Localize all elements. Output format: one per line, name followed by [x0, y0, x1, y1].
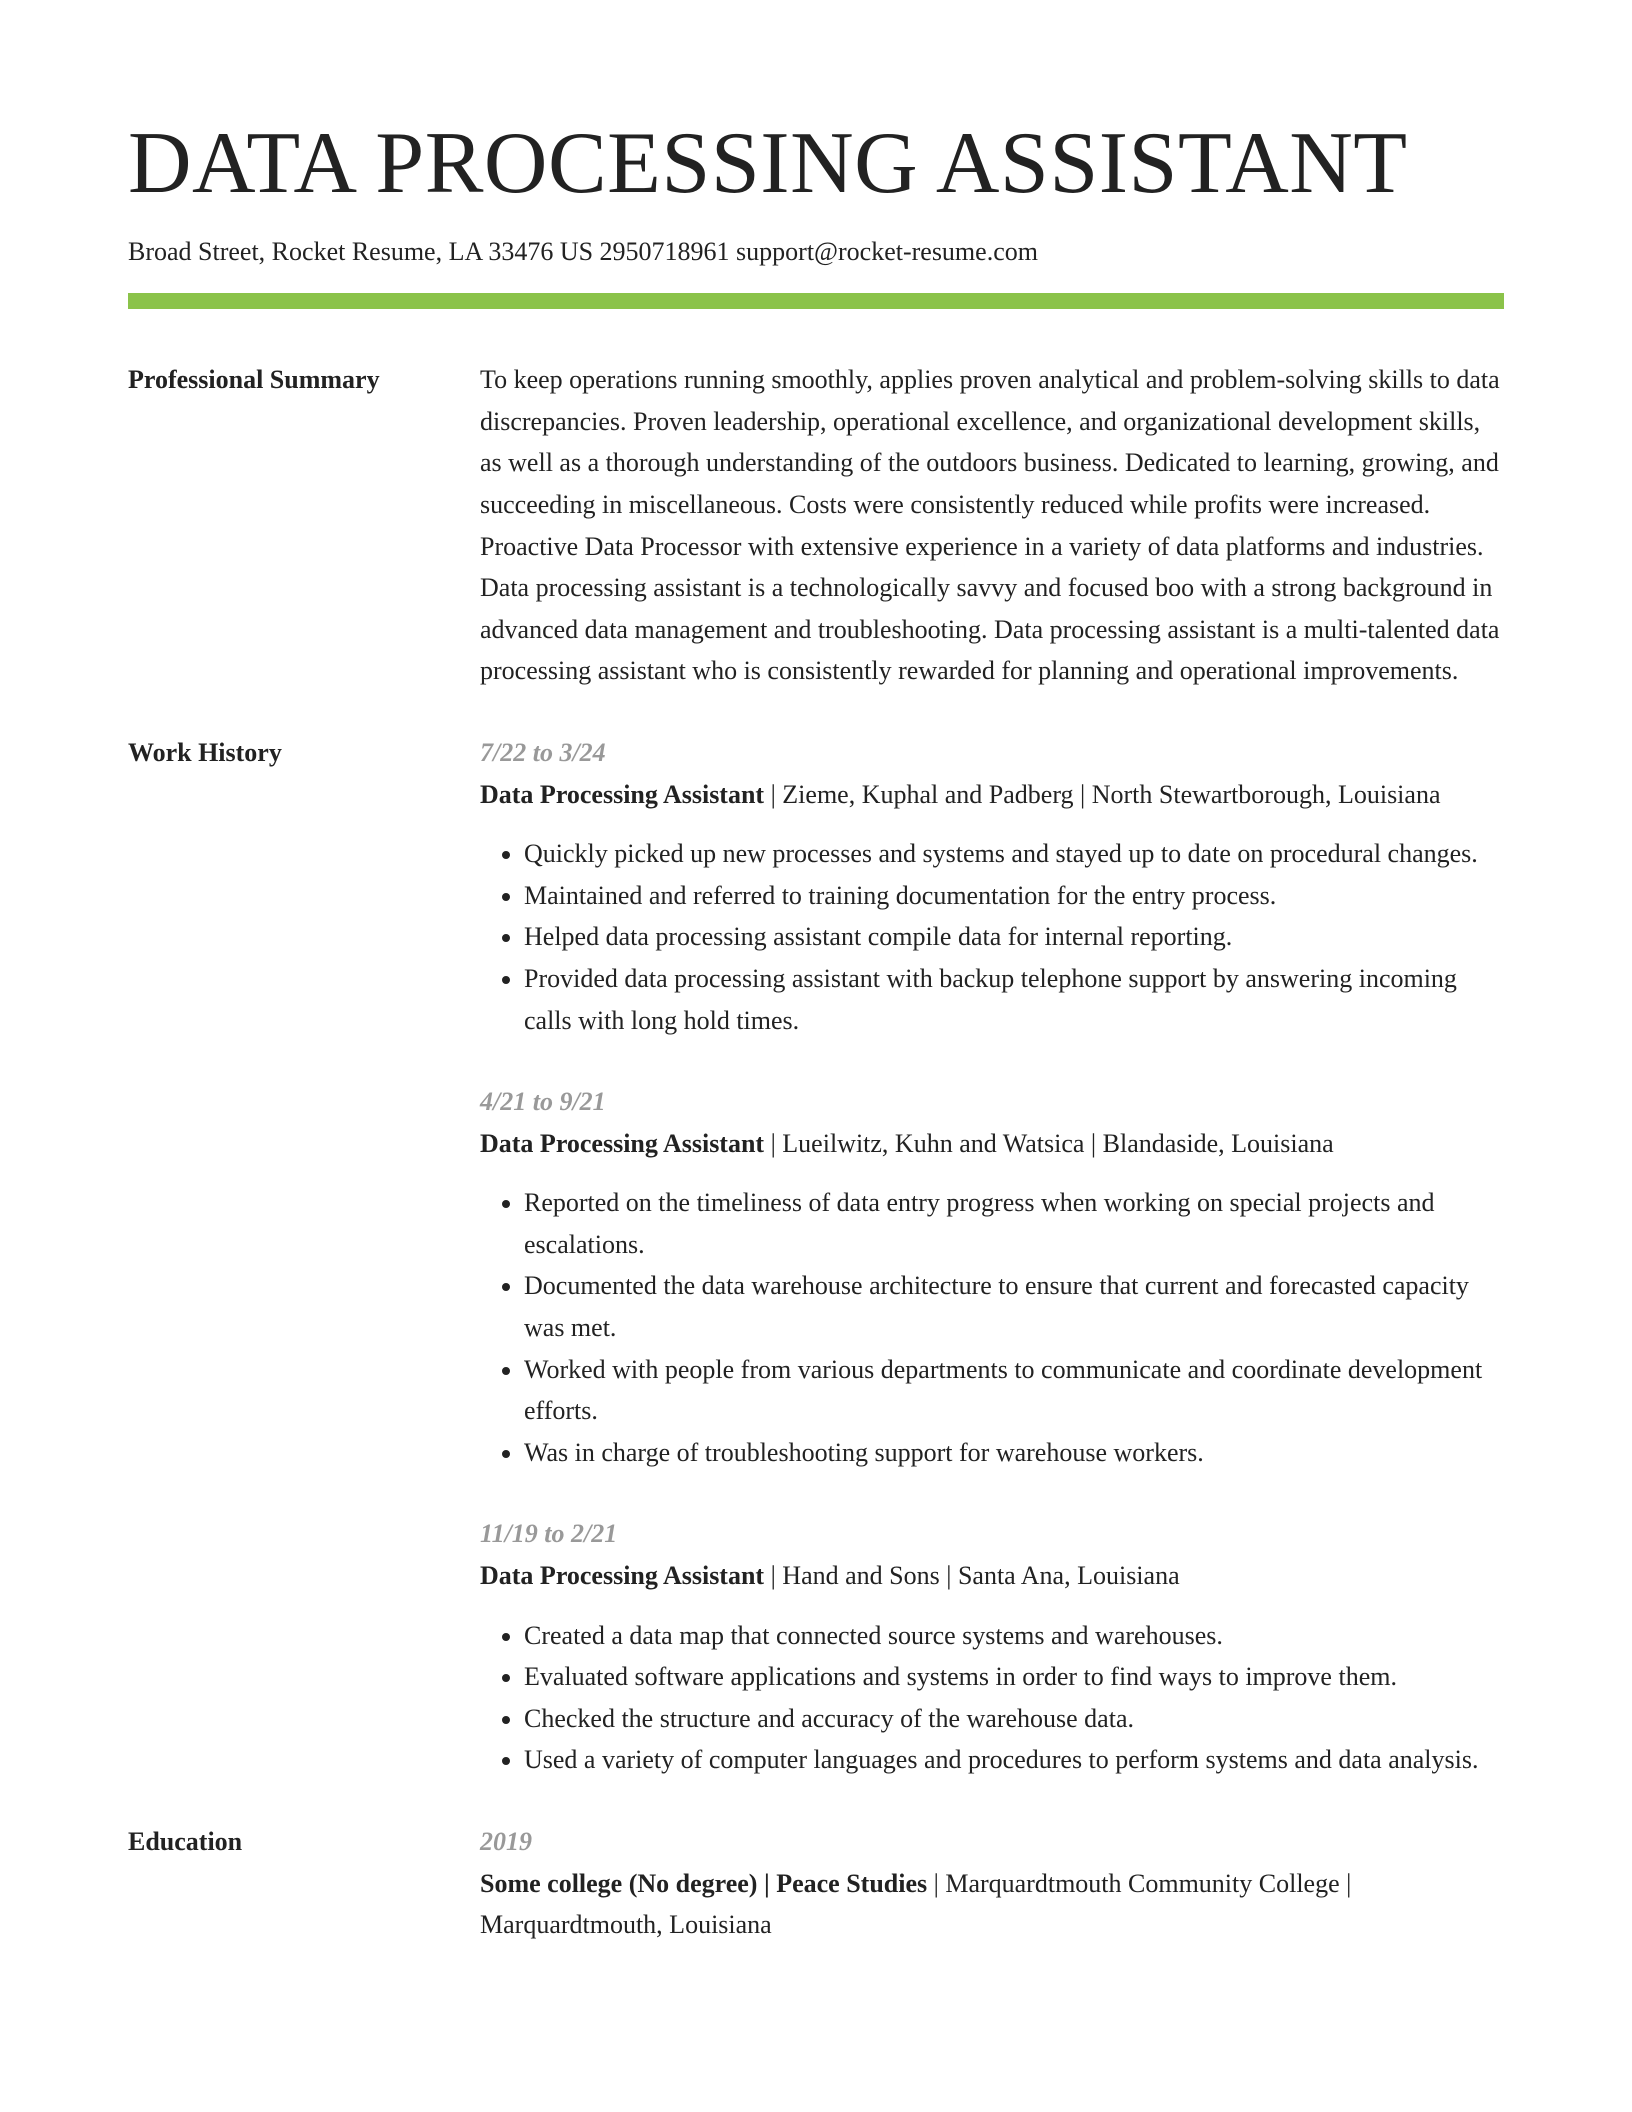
list-item: • Documented the data warehouse architecture to ensure that current and forecasted capacity was met.	[524, 1265, 1504, 1348]
education-line	[480, 1863, 1504, 1946]
summary-text: To keep operations running smoothly, applies proven analytical and problem-solving skills to data discrepancies. Proven leadership, operational excellence, and organizational development skills, as well as a thorough understanding of the outdoors business. Dedicated to learning, growing, and succeeding in miscellaneous. Costs were consistently reduced while profits were increased. Proactive Data Processor with extensive experience in a variety of data platforms and industries. Data processing assistant is a technologically savvy and focused boo with a strong background in advanced data management and troubleshooting. Data processing assistant is a multi-talented data processing assistant who is consistently rewarded for planning and operational improvements.	[480, 365, 1500, 686]
resume-name: DATA PROCESSING ASSISTANT	[128, 115, 1408, 212]
section-body	[480, 1821, 1504, 1946]
header-divider	[128, 293, 1504, 309]
work-history-section	[128, 732, 1504, 1781]
section-title: Education	[128, 1827, 243, 1856]
job-bullets	[480, 1615, 1504, 1781]
job-entry	[480, 1513, 1504, 1781]
job-role: Data Processing Assistant	[480, 779, 765, 809]
job-details: | Zieme, Kuphal and Padberg | North Stewartborough, Louisiana	[764, 779, 1441, 809]
job-bullets	[480, 833, 1504, 1041]
job-details: | Hand and Sons | Santa Ana, Louisiana	[764, 1561, 1180, 1591]
job-role: Data Processing Assistant	[480, 1128, 765, 1158]
section-body	[480, 359, 1504, 692]
section-body	[480, 732, 1504, 1781]
job-role: Data Processing Assistant	[480, 1561, 765, 1591]
job-title-line	[480, 1123, 1504, 1165]
list-item: • Helped data processing assistant compile data for internal reporting.	[524, 916, 1504, 958]
summary-section	[128, 359, 1504, 692]
list-item: • Reported on the timeliness of data entry progress when working on special projects and escalations.	[524, 1182, 1504, 1265]
list-item: • Provided data processing assistant with backup telephone support by answering incoming calls with long hold times.	[524, 958, 1504, 1041]
section-title: Professional Summary	[128, 365, 380, 395]
job-details: | Lueilwitz, Kuhn and Watsica | Blandaside, Louisiana	[764, 1128, 1334, 1158]
list-item: • Was in charge of troubleshooting support for warehouse workers.	[524, 1432, 1504, 1474]
education-section	[128, 1821, 1504, 1946]
job-dates: 7/22 to 3/24	[480, 737, 606, 767]
job-entry	[480, 1081, 1504, 1473]
job-title-line	[480, 1555, 1504, 1597]
list-item: • Quickly picked up new processes and systems and stayed up to date on procedural changes.	[524, 833, 1504, 875]
job-dates: 4/21 to 9/21	[480, 1087, 606, 1117]
education-degree: Some college (No degree) | Peace Studies	[480, 1868, 928, 1898]
list-item: • Created a data map that connected source systems and warehouses.	[524, 1615, 1504, 1657]
list-item: • Used a variety of computer languages and procedures to perform systems and data analysis.	[524, 1739, 1504, 1781]
job-bullets	[480, 1182, 1504, 1473]
section-title: Work History	[128, 737, 282, 767]
list-item: • Evaluated software applications and systems in order to find ways to improve them.	[524, 1656, 1504, 1698]
job-title-line	[480, 774, 1504, 816]
job-entry	[480, 732, 1504, 1041]
list-item: • Checked the structure and accuracy of the warehouse data.	[524, 1698, 1504, 1740]
list-item: • Maintained and referred to training documentation for the entry process.	[524, 875, 1504, 917]
education-year: 2019	[480, 1827, 532, 1856]
list-item: • Worked with people from various departments to communicate and coordinate development efforts.	[524, 1349, 1504, 1432]
education-details: | Marquardtmouth Community College | Marquardtmouth, Louisiana	[480, 1868, 1352, 1940]
job-dates: 11/19 to 2/21	[480, 1519, 618, 1549]
contact-info: Broad Street, Rocket Resume, LA 33476 US 2950718961 support@rocket-resume.com	[128, 237, 1038, 266]
